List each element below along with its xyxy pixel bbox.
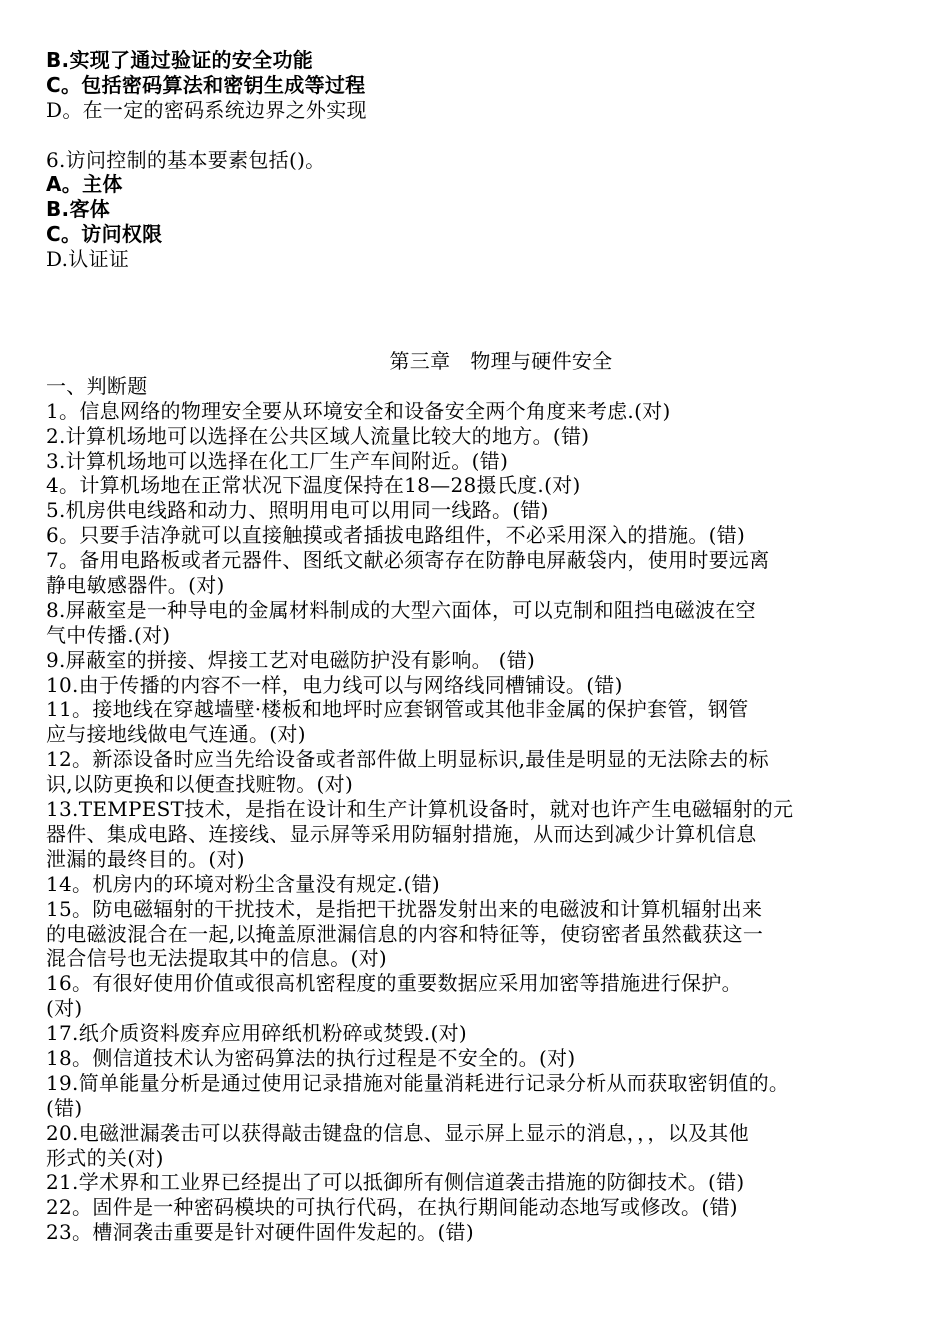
list-item: 8.屏蔽室是一种导电的金属材料制成的大型六面体，可以克制和阻挡电磁波在空 (46, 597, 756, 622)
list-item: 3.计算机场地可以选择在化工厂生产车间附近。(错) (46, 448, 509, 473)
judgement-list (46, 399, 916, 1245)
spacer (46, 123, 916, 148)
list-item: 1。信息网络的物理安全要从环境安全和设备安全两个角度来考虑.(对) (46, 398, 671, 423)
document-page (46, 48, 916, 1245)
spacer (46, 272, 916, 349)
list-item: 泄漏的最终目的。(对) (46, 846, 245, 871)
list-item: 11。接地线在穿越墙壁·楼板和地坪时应套钢管或其他非金属的保护套管，钢管 (46, 697, 749, 722)
list-item: 12。新添设备时应当先给设备或者部件做上明显标识,最佳是明显的无法除去的标 (46, 747, 769, 772)
list-item: 器件、集成电路、连接线、显示屏等采用防辐射措施，从而达到减少计算机信息 (46, 821, 757, 846)
option-c: C。包括密码算法和密钥生成等过程 (46, 72, 366, 97)
list-item: 14。机房内的环境对粉尘含量没有规定.(错) (46, 871, 441, 896)
list-item: 20.电磁泄漏袭击可以获得敲击键盘的信息、显示屏上显示的消息，，，以及其他 (46, 1120, 749, 1145)
section-heading: 一、判断题 (46, 373, 148, 398)
list-item: 2.计算机场地可以选择在公共区域人流量比较大的地方。(错) (46, 423, 590, 448)
list-item: 识,以防更换和以便查找赃物。(对) (46, 772, 354, 797)
option-a: A。主体 (46, 172, 123, 197)
option-b: B.实现了通过验证的安全功能 (46, 48, 314, 72)
list-item: 6。只要手洁净就可以直接触摸或者插拔电路组件，不必采用深入的措施。(错) (46, 523, 746, 548)
list-item: 4。计算机场地在正常状况下温度保持在18—28摄氏度.(对) (46, 473, 581, 498)
question-6 (46, 148, 916, 272)
list-item: 16。有很好使用价值或很高机密程度的重要数据应采用加密等措施进行保护。 (46, 971, 742, 996)
list-item: 23。槽洞袭击重要是针对硬件固件发起的。(错) (46, 1220, 474, 1245)
list-item: 19.简单能量分析是通过使用记录措施对能量消耗进行记录分析从而获取密钥值的。 (46, 1070, 790, 1095)
list-item: 混合信号也无法提取其中的信息。(对) (46, 946, 388, 971)
list-item: 17.纸介质资料废弃应用碎纸机粉碎或焚毁.(对) (46, 1021, 467, 1046)
option-d: D.认证证 (46, 247, 130, 272)
chapter-title: 第三章 物理与硬件安全 (389, 349, 613, 374)
list-item: 气中传播.(对) (46, 622, 171, 647)
list-item: 的电磁波混合在一起,以掩盖原泄漏信息的内容和特征等，使窃密者虽然截获这一 (46, 921, 764, 946)
prev-question-options (46, 48, 916, 123)
list-item: 10.由于传播的内容不一样，电力线可以与网络线同槽铺设。(错) (46, 672, 623, 697)
list-item: 13.TEMPEST技术，是指在设计和生产计算机设备时，就对也许产生电磁辐射的元 (46, 797, 794, 822)
list-item: 22。固件是一种密码模块的可执行代码，在执行期间能动态地写或修改。(错) (46, 1195, 738, 1220)
list-item: 5.机房供电线路和动力、照明用电可以用同一线路。(错) (46, 498, 549, 523)
option-c: C。访问权限 (46, 222, 163, 247)
list-item: 应与接地线做电气连通。(对) (46, 722, 306, 747)
list-item: 21.学术界和工业界已经提出了可以抵御所有侧信道袭击措施的防御技术。(错) (46, 1170, 745, 1195)
list-item: (对) (46, 996, 83, 1021)
option-d: D。在一定的密码系统边界之外实现 (46, 97, 367, 122)
list-item: 形式的关(对) (46, 1145, 164, 1170)
list-item: 7。备用电路板或者元器件、图纸文献必须寄存在防静电屏蔽袋内，使用时要远离 (46, 548, 770, 573)
list-item: (错) (46, 1095, 83, 1120)
list-item: 9.屏蔽室的拼接、焊接工艺对电磁防护没有影响。 (错) (46, 647, 536, 672)
option-b: B.客体 (46, 197, 111, 222)
question-stem: 6.访问控制的基本要素包括()。 (46, 147, 326, 172)
list-item: 18。侧信道技术认为密码算法的执行过程是不安全的。(对) (46, 1045, 576, 1070)
list-item: 静电敏感器件。(对) (46, 573, 225, 598)
list-item: 15。防电磁辐射的干扰技术，是指把干扰器发射出来的电磁波和计算机辐射出来 (46, 896, 763, 921)
